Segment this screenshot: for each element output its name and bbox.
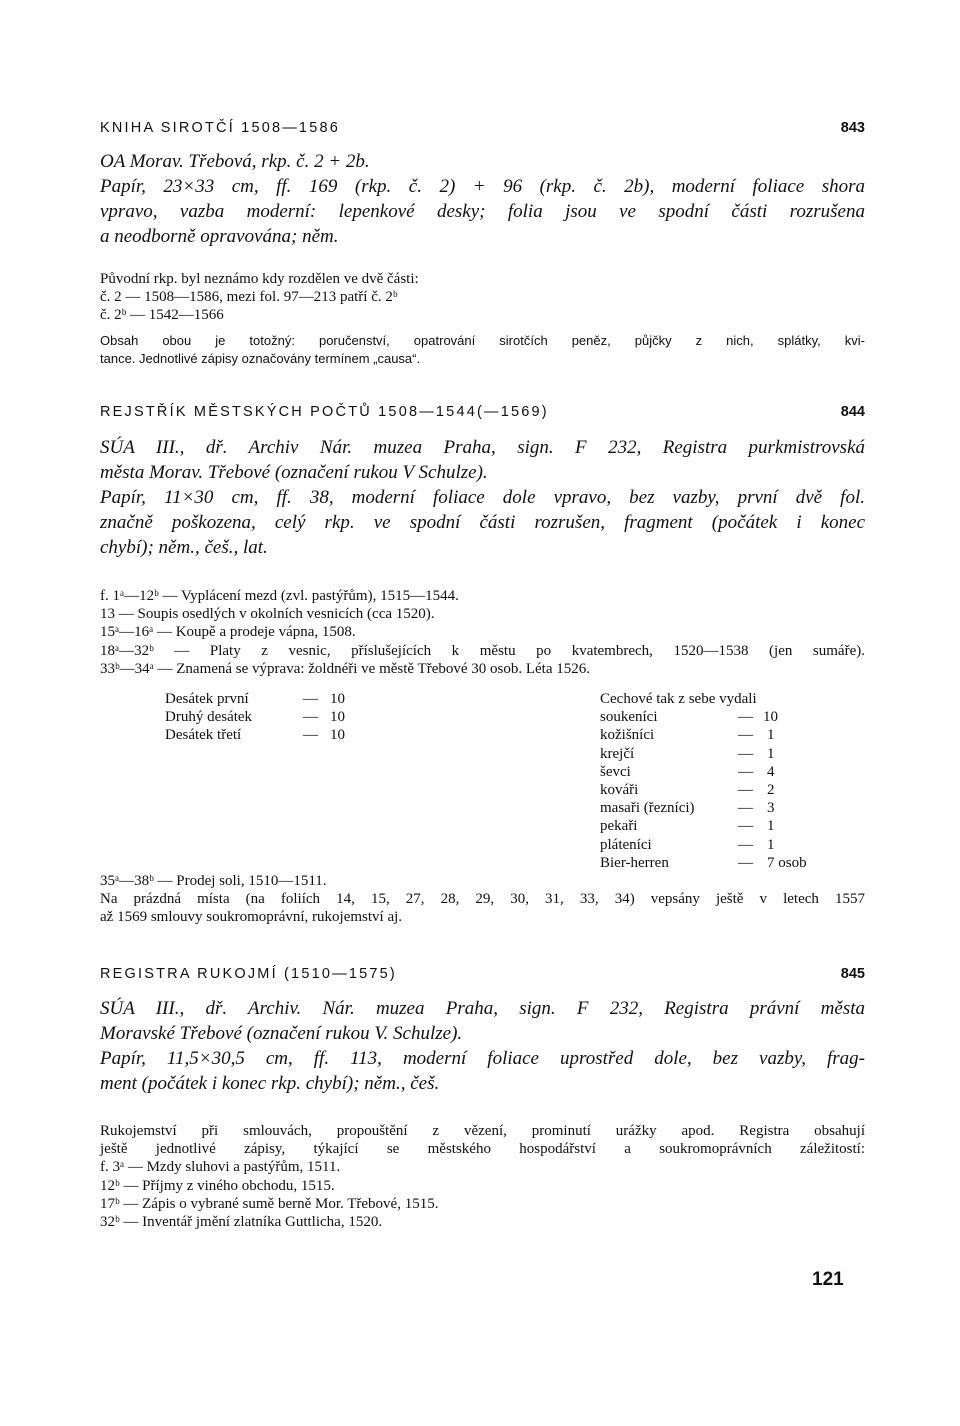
row-dash: — bbox=[303, 727, 318, 744]
entry-843-contents bbox=[100, 332, 865, 368]
text-line: OA Morav. Třebová, rkp. č. 2 + 2b. bbox=[100, 151, 370, 172]
row-dash: — bbox=[303, 691, 318, 707]
text-line: 15ᵃ—16ᵃ — Koupě a prodeje vápna, 1508. bbox=[100, 624, 356, 641]
text-line: 33ᵇ—34ᵃ — Znamená se výprava: žoldnéři ve městě Třebové 30 osob. Léta 1526. bbox=[100, 660, 590, 677]
section-number: 845 bbox=[840, 966, 865, 982]
row-dash: — bbox=[738, 781, 753, 798]
row-value: 1 bbox=[767, 745, 775, 762]
text-line: 17ᵇ — Zápis o vybrané sumě berně Mor. Třebové, 1515. bbox=[100, 1195, 439, 1212]
row-name: krejčí bbox=[600, 745, 635, 762]
row-name: Druhý desátek bbox=[165, 709, 253, 726]
text-line: 32ᵇ — Inventář jmění zlatníka Guttlicha, 1520. bbox=[100, 1214, 383, 1231]
text-line: vpravo, vazba moderní: lepenkové desky; folia jsou ve spodní části rozrušena bbox=[100, 201, 865, 222]
table-row bbox=[600, 836, 865, 854]
table-row bbox=[600, 726, 865, 744]
entry-845-body bbox=[100, 1122, 865, 1231]
text-line: f. 3ᵃ — Mzdy sluhovi a pastýřům, 1511. bbox=[100, 1159, 341, 1176]
row-value: 2 bbox=[767, 781, 775, 798]
table-row bbox=[600, 799, 865, 817]
text-line: ment (počátek i konec rkp. chybí); něm., češ. bbox=[100, 1073, 440, 1094]
section-heading-845 bbox=[100, 964, 865, 984]
section-heading-844 bbox=[100, 402, 865, 422]
row-value: 7 osob bbox=[767, 854, 807, 871]
tithe-table bbox=[165, 690, 365, 745]
text-line: značně poškozena, celý rkp. ve spodní části rozrušen, fragment (počátek i konec bbox=[100, 512, 865, 533]
text-line: Papír, 23×33 cm, ff. 169 (rkp. č. 2) + 96 (rkp. č. 2b), moderní foliace shora bbox=[100, 176, 865, 197]
entry-844-description bbox=[100, 435, 865, 560]
text-line: chybí); něm., češ., lat. bbox=[100, 537, 268, 558]
section-number: 844 bbox=[840, 404, 865, 420]
text-line: Původní rkp. byl neznámo kdy rozdělen ve dvě části: bbox=[100, 271, 419, 287]
row-dash: — bbox=[738, 709, 753, 726]
row-name: Desátek první bbox=[165, 691, 249, 707]
section-heading-843 bbox=[100, 118, 865, 138]
row-dash: — bbox=[738, 727, 753, 744]
text-line: 18ᵃ—32ᵇ — Platy z vesnic, příslušejících k městu po kvatembrech, 1520—1538 (jen sumáře). bbox=[100, 642, 865, 659]
text-line: Papír, 11,5×30,5 cm, ff. 113, moderní foliace uprostřed dole, bez vazby, frag- bbox=[100, 1048, 865, 1069]
row-dash: — bbox=[738, 818, 753, 835]
text-line: Moravské Třebové (označení rukou V. Schulze). bbox=[100, 1023, 463, 1044]
entry-844-body bbox=[100, 587, 865, 678]
row-dash: — bbox=[738, 800, 753, 817]
text-line: SÚA III., dř. Archiv. Nár. muzea Praha, sign. F 232, Registra právní města bbox=[100, 998, 865, 1019]
entry-843-description bbox=[100, 149, 865, 249]
text-line: a neodborně opravována; něm. bbox=[100, 226, 339, 247]
document-page bbox=[100, 0, 865, 1426]
section-title: KNIHA SIROTČÍ 1508—1586 bbox=[100, 120, 340, 136]
text-line: 12ᵇ — Příjmy z viného obchodu, 1515. bbox=[100, 1177, 335, 1194]
row-dash: — bbox=[738, 763, 753, 780]
table-title bbox=[600, 690, 865, 708]
row-name: soukeníci bbox=[600, 709, 658, 726]
text-line: Rukojemství při smlouvách, propouštění z vězení, prominutí urážky apod. Registra obsahují bbox=[100, 1123, 865, 1139]
row-value: 3 bbox=[767, 800, 775, 817]
row-value: 10 bbox=[330, 691, 345, 707]
text-line: 35ᵃ—38ᵇ — Prodej soli, 1510—1511. bbox=[100, 873, 327, 889]
text-line: Na prázdná místa (na foliích 14, 15, 27, 28, 29, 30, 31, 33, 34) vepsány ještě v letech 1557 bbox=[100, 891, 865, 908]
row-dash: — bbox=[738, 745, 753, 762]
text-line: ještě jednotlivé zápisy, týkající se městského hospodářství a soukromoprávních záležitostí: bbox=[100, 1141, 865, 1158]
section-title: REJSTŘÍK MĚSTSKÝCH POČTŮ 1508—1544(—1569) bbox=[100, 404, 549, 420]
row-name: pláteníci bbox=[600, 836, 652, 853]
table-row bbox=[165, 690, 365, 708]
row-name: masaři (řezníci) bbox=[600, 800, 695, 817]
row-value: 1 bbox=[767, 818, 775, 835]
entry-844-after bbox=[100, 872, 865, 927]
table-row bbox=[600, 763, 865, 781]
row-name: kováři bbox=[600, 781, 639, 798]
text-line: tance. Jednotlivé zápisy označovány termínem „causa“. bbox=[100, 351, 421, 366]
row-value: 4 bbox=[767, 763, 775, 780]
table-row bbox=[600, 745, 865, 763]
row-dash: — bbox=[738, 854, 753, 871]
row-name: Desátek třetí bbox=[165, 727, 242, 744]
row-value: 10 bbox=[330, 727, 345, 744]
entry-845-description bbox=[100, 996, 865, 1096]
guild-table bbox=[600, 690, 865, 872]
table-row bbox=[600, 708, 865, 726]
text-line: 13 — Soupis osedlých v okolních vesnicích (cca 1520). bbox=[100, 606, 435, 623]
table-row bbox=[165, 708, 365, 726]
row-dash: — bbox=[303, 709, 318, 726]
text-line: Obsah obou je totožný: poručenství, opatrování sirotčích peněz, půjčky z nich, splátky, kvi- bbox=[100, 333, 865, 348]
table-row bbox=[165, 726, 365, 744]
table-title-text: Cechové tak z sebe vydali bbox=[600, 691, 757, 707]
text-line: až 1569 smlouvy soukromoprávní, rukojemství aj. bbox=[100, 909, 403, 926]
page-number: 121 bbox=[812, 1269, 844, 1290]
table-row bbox=[600, 854, 865, 872]
row-name: Bier-herren bbox=[600, 854, 669, 871]
entry-843-body bbox=[100, 270, 865, 325]
section-number: 843 bbox=[840, 120, 865, 136]
row-value: 1 bbox=[767, 727, 775, 744]
row-name: kožišníci bbox=[600, 727, 655, 744]
row-value: 10 bbox=[763, 709, 778, 726]
text-line: č. 2ᵇ — 1542—1566 bbox=[100, 307, 224, 324]
row-name: pekaři bbox=[600, 818, 638, 835]
row-name: ševci bbox=[600, 763, 631, 780]
text-line: f. 1ᵃ—12ᵇ — Vyplácení mezd (zvl. pastýřům), 1515—1544. bbox=[100, 588, 459, 604]
text-line: města Morav. Třebové (označení rukou V Schulze). bbox=[100, 462, 488, 483]
table-row bbox=[600, 817, 865, 835]
text-line: SÚA III., dř. Archiv Nár. muzea Praha, sign. F 232, Registra purkmistrovská bbox=[100, 437, 865, 458]
text-line: Papír, 11×30 cm, ff. 38, moderní foliace dole vpravo, bez vazby, první dvě fol. bbox=[100, 487, 865, 508]
row-dash: — bbox=[738, 836, 753, 853]
table-row bbox=[600, 781, 865, 799]
row-value: 1 bbox=[767, 836, 775, 853]
row-value: 10 bbox=[330, 709, 345, 726]
text-line: č. 2 — 1508—1586, mezi fol. 97—213 patří č. 2ᵇ bbox=[100, 289, 398, 306]
section-title: REGISTRA RUKOJMÍ (1510—1575) bbox=[100, 966, 397, 982]
